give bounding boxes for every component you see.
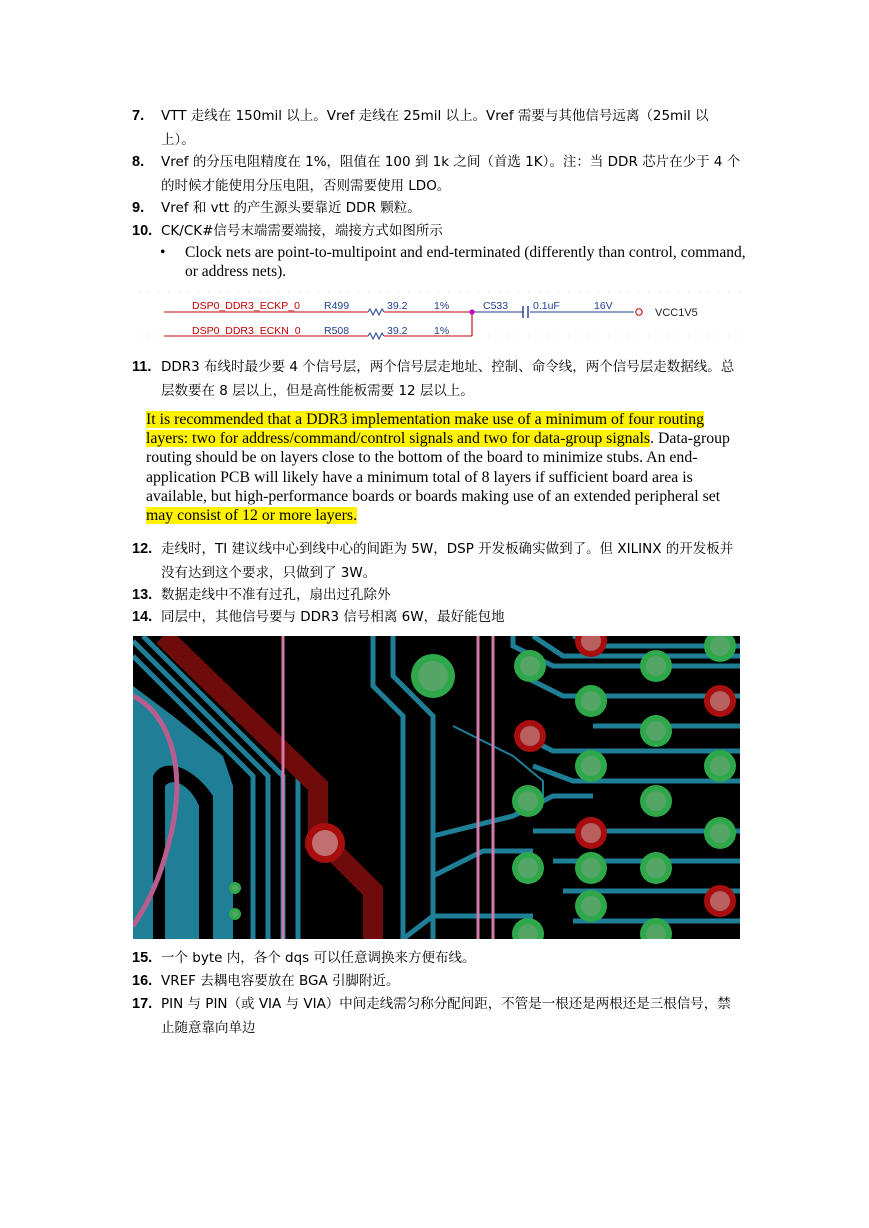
rail-label: VCC1V5	[655, 307, 698, 319]
item-number: 9.	[132, 200, 145, 216]
list-item-13	[132, 583, 742, 607]
list-item-16	[132, 969, 742, 993]
list-item-14	[132, 605, 742, 629]
quote-highlight-2: may consist of 12 or more layers.	[146, 507, 358, 525]
item-text: VREF 去耦电容要放在 BGA 引脚附近。	[161, 973, 400, 989]
r508-ref: R508	[324, 325, 350, 337]
pcb-routing-image	[133, 636, 740, 939]
item-text: 数据走线中不准有过孔，扇出过孔除外	[161, 587, 391, 603]
item-number: 17.	[132, 996, 153, 1012]
item-text: 一个 byte 内，各个 dqs 可以任意调换来方便布线。	[161, 950, 476, 966]
item-text: Vref 的分压电阻精度在 1%，阻值在 100 到 1k 之间（首选 1K）。注：当 DDR 芯片在少于 4 个的时候才能使用分压电阻，否则需要使用 LDO。	[161, 154, 741, 194]
clock-nets-bullet	[160, 243, 750, 281]
r499-ref: R499	[324, 300, 350, 312]
item-number: 12.	[132, 541, 153, 557]
item-number: 15.	[132, 950, 153, 966]
clock-termination-schematic	[134, 286, 744, 342]
list-item-8	[132, 150, 742, 198]
ti-layer-recommendation-quote	[146, 410, 746, 525]
list-item-17	[132, 992, 742, 1040]
item-number: 13.	[132, 587, 153, 603]
item-text: VTT 走线在 150mil 以上。Vref 走线在 25mil 以上。Vref 需要与其他信号远离（25mil 以上）。	[161, 108, 709, 148]
item-number: 8.	[132, 154, 145, 170]
list-item-15	[132, 946, 742, 970]
resistor-r499-symbol	[368, 309, 384, 315]
item-text: 同层中，其他信号要与 DDR3 信号相离 6W，最好能包地	[161, 609, 505, 625]
bullet-text: Clock nets are point-to-multipoint and end-terminated (differently than control, command, or address nets).	[185, 244, 746, 280]
quote-highlight-1: It is recommended that a DDR3 implementation make use of a minimum of four routing layers: two for address/command/control signals and two for data-group signals	[146, 411, 705, 448]
c533-voltage: 16V	[594, 300, 613, 312]
item-number: 10.	[132, 223, 153, 239]
item-text: CK/CK#信号末端需要端接，端接方式如图所示	[161, 223, 443, 239]
c533-value: 0.1uF	[533, 300, 560, 312]
item-number: 14.	[132, 609, 153, 625]
item-number: 16.	[132, 973, 153, 989]
list-item-9	[132, 196, 742, 220]
rail-terminal	[636, 309, 642, 315]
item-number: 11.	[132, 359, 152, 375]
list-item-7	[132, 104, 742, 152]
net-label-ckn: DSP0_DDR3_ECKN_0	[192, 325, 301, 337]
item-text: Vref 和 vtt 的产生源头要靠近 DDR 颗粒。	[161, 200, 421, 216]
junction-dot	[469, 309, 474, 314]
bullet-dot: •	[160, 244, 166, 261]
net-label-ckp: DSP0_DDR3_ECKP_0	[192, 300, 300, 312]
quote-body: . Data-group routing should be on layers close to the bottom of the board to minimize stubs. An end-application PCB will likely have a minimum total of 8 layers if sufficient board area is available, but high-performance boards or boards making use of an extended peripheral set	[146, 430, 730, 505]
item-text: PIN 与 PIN（或 VIA 与 VIA）中间走线需匀称分配间距，不管是一根还是两根还是三根信号，禁止随意靠向单边	[161, 996, 731, 1036]
r499-value: 39.2	[387, 300, 408, 312]
r508-tolerance: 1%	[434, 325, 450, 337]
r499-tolerance: 1%	[434, 300, 450, 312]
c533-ref: C533	[483, 300, 509, 312]
r508-value: 39.2	[387, 325, 408, 337]
list-item-12	[132, 537, 742, 585]
item-text: DDR3 布线时最少要 4 个信号层，两个信号层走地址、控制、命令线，两个信号层走数据线。总层数要在 8 层以上，但是高性能板需要 12 层以上。	[161, 359, 735, 399]
list-item-11	[132, 355, 742, 403]
resistor-r508-symbol	[368, 333, 384, 339]
item-text: 走线时，TI 建议线中心到线中心的间距为 5W，DSP 开发板确实做到了。但 XILINX 的开发板并没有达到这个要求，只做到了 3W。	[161, 541, 734, 581]
item-number: 7.	[132, 108, 145, 124]
list-item-10	[132, 219, 742, 243]
